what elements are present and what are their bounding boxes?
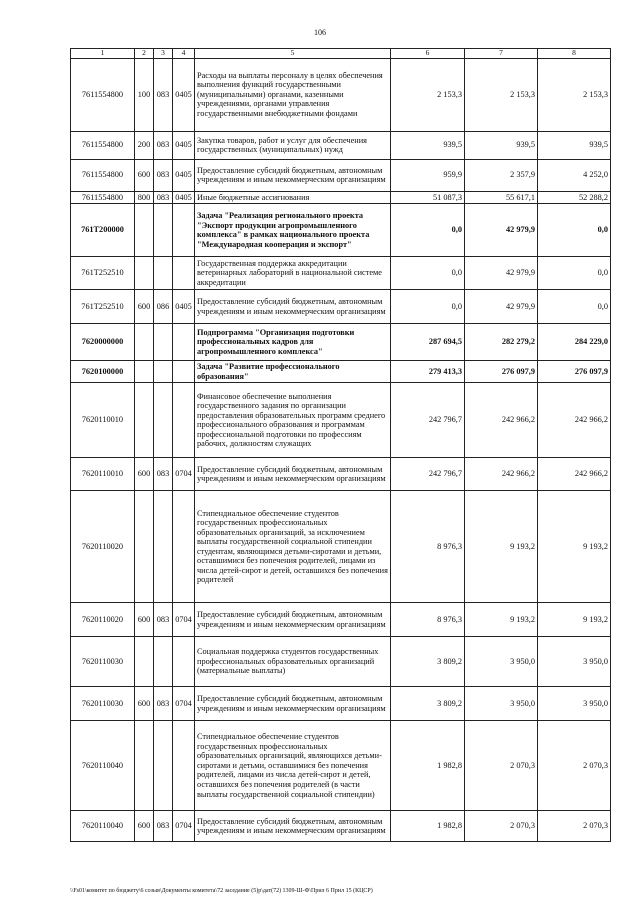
section-code: 0405 bbox=[173, 159, 195, 191]
amount-year-3: 2 070,3 bbox=[538, 811, 611, 842]
item-name: Задача "Развитие профессионального образования" bbox=[195, 361, 391, 383]
item-name: Государственная поддержка аккредитации ветеринарных лабораторий в национальной системе аккредитации bbox=[195, 257, 391, 290]
expense-type: 600 bbox=[135, 159, 154, 191]
ministry-code: 083 bbox=[154, 159, 173, 191]
amount-year-3: 284 229,0 bbox=[538, 324, 611, 361]
table-row bbox=[71, 131, 611, 159]
section-code bbox=[173, 721, 195, 811]
amount-year-1: 242 796,7 bbox=[391, 458, 465, 491]
amount-year-2: 276 097,9 bbox=[465, 361, 538, 383]
table-row bbox=[71, 290, 611, 324]
item-name: Расходы на выплаты персоналу в целях обеспечения выполнения функций государственными (муниципальными) органами, казенными учреждениями, органами управления государственными внебюджетными фондами bbox=[195, 58, 391, 131]
table-row bbox=[71, 721, 611, 811]
expense-type bbox=[135, 721, 154, 811]
amount-year-3: 242 966,2 bbox=[538, 458, 611, 491]
column-header: 1 bbox=[71, 49, 135, 59]
item-name: Задача "Реализация регионального проекта "Экспорт продукции агропромышленного комплекса" в рамках национального проекта "Международная кооперация и экспорт" bbox=[195, 204, 391, 257]
section-code: 0405 bbox=[173, 191, 195, 204]
item-name: Социальная поддержка студентов государственных профессиональных образовательных организаций (материальные выплаты) bbox=[195, 637, 391, 687]
amount-year-1: 2 153,3 bbox=[391, 58, 465, 131]
page-number: 106 bbox=[314, 28, 326, 37]
item-name: Предоставление субсидий бюджетным, автономным учреждениям и иным некоммерческим организациям bbox=[195, 603, 391, 637]
ministry-code bbox=[154, 324, 173, 361]
expense-type bbox=[135, 383, 154, 458]
amount-year-2: 3 950,0 bbox=[465, 687, 538, 721]
item-name: Предоставление субсидий бюджетным, автономным учреждениям и иным некоммерческим организациям bbox=[195, 290, 391, 324]
amount-year-1: 279 413,3 bbox=[391, 361, 465, 383]
amount-year-2: 3 950,0 bbox=[465, 637, 538, 687]
budget-code: 761T252510 bbox=[71, 290, 135, 324]
table-row bbox=[71, 159, 611, 191]
amount-year-3: 2 153,3 bbox=[538, 58, 611, 131]
header-row bbox=[71, 49, 611, 59]
ministry-code bbox=[154, 204, 173, 257]
budget-code: 7620110020 bbox=[71, 603, 135, 637]
ministry-code: 083 bbox=[154, 603, 173, 637]
amount-year-1: 242 796,7 bbox=[391, 383, 465, 458]
column-header: 4 bbox=[173, 49, 195, 59]
table-row bbox=[71, 811, 611, 842]
item-name: Предоставление субсидий бюджетным, автономным учреждениям и иным некоммерческим организациям bbox=[195, 159, 391, 191]
amount-year-3: 3 950,0 bbox=[538, 637, 611, 687]
amount-year-2: 42 979,9 bbox=[465, 290, 538, 324]
budget-table bbox=[70, 48, 611, 842]
amount-year-3: 276 097,9 bbox=[538, 361, 611, 383]
expense-type bbox=[135, 257, 154, 290]
amount-year-3: 0,0 bbox=[538, 257, 611, 290]
section-code: 0704 bbox=[173, 603, 195, 637]
section-code bbox=[173, 637, 195, 687]
item-name: Предоставление субсидий бюджетным, автономным учреждениям и иным некоммерческим организациям bbox=[195, 811, 391, 842]
section-code bbox=[173, 491, 195, 603]
item-name: Предоставление субсидий бюджетным, автономным учреждениям и иным некоммерческим организациям bbox=[195, 687, 391, 721]
amount-year-1: 1 982,8 bbox=[391, 721, 465, 811]
table-row bbox=[71, 257, 611, 290]
item-name: Подпрограмма "Организация подготовки профессиональных кадров для агропромышленного комплекса" bbox=[195, 324, 391, 361]
expense-type bbox=[135, 491, 154, 603]
amount-year-3: 939,5 bbox=[538, 131, 611, 159]
section-code: 0405 bbox=[173, 58, 195, 131]
table-row bbox=[71, 324, 611, 361]
amount-year-2: 2 070,3 bbox=[465, 811, 538, 842]
expense-type: 200 bbox=[135, 131, 154, 159]
table-row bbox=[71, 603, 611, 637]
table-row bbox=[71, 383, 611, 458]
table-row bbox=[71, 687, 611, 721]
amount-year-2: 2 070,3 bbox=[465, 721, 538, 811]
amount-year-1: 3 809,2 bbox=[391, 637, 465, 687]
amount-year-2: 9 193,2 bbox=[465, 603, 538, 637]
budget-code: 7620110040 bbox=[71, 811, 135, 842]
amount-year-3: 242 966,2 bbox=[538, 383, 611, 458]
expense-type: 100 bbox=[135, 58, 154, 131]
item-name: Стипендиальное обеспечение студентов государственных профессиональных образовательных организаций, являющихся детьми-сиротами и детьми, оставшимися без попечения родителей, лицами из числа детей-сирот и детей, оставшихся без попечения родителей (в части выплаты государственной социальной стипендии) bbox=[195, 721, 391, 811]
amount-year-1: 3 809,2 bbox=[391, 687, 465, 721]
ministry-code: 086 bbox=[154, 290, 173, 324]
amount-year-1: 959,9 bbox=[391, 159, 465, 191]
budget-code: 7611554800 bbox=[71, 58, 135, 131]
ministry-code bbox=[154, 383, 173, 458]
expense-type bbox=[135, 637, 154, 687]
amount-year-2: 42 979,9 bbox=[465, 204, 538, 257]
amount-year-2: 939,5 bbox=[465, 131, 538, 159]
ministry-code: 083 bbox=[154, 58, 173, 131]
section-code: 0704 bbox=[173, 687, 195, 721]
amount-year-2: 2 357,9 bbox=[465, 159, 538, 191]
amount-year-2: 242 966,2 bbox=[465, 383, 538, 458]
budget-code: 7620110020 bbox=[71, 491, 135, 603]
column-header: 7 bbox=[465, 49, 538, 59]
budget-code: 7620100000 bbox=[71, 361, 135, 383]
table-row bbox=[71, 204, 611, 257]
budget-code: 7620110010 bbox=[71, 383, 135, 458]
amount-year-3: 4 252,0 bbox=[538, 159, 611, 191]
budget-code: 761T252510 bbox=[71, 257, 135, 290]
section-code: 0704 bbox=[173, 458, 195, 491]
amount-year-2: 55 617,1 bbox=[465, 191, 538, 204]
section-code bbox=[173, 324, 195, 361]
column-header: 8 bbox=[538, 49, 611, 59]
section-code bbox=[173, 204, 195, 257]
budget-code: 761T200000 bbox=[71, 204, 135, 257]
table-row bbox=[71, 191, 611, 204]
item-name: Предоставление субсидий бюджетным, автономным учреждениям и иным некоммерческим организациям bbox=[195, 458, 391, 491]
section-code bbox=[173, 257, 195, 290]
amount-year-2: 9 193,2 bbox=[465, 491, 538, 603]
amount-year-1: 0,0 bbox=[391, 290, 465, 324]
budget-code: 7611554800 bbox=[71, 131, 135, 159]
expense-type: 600 bbox=[135, 458, 154, 491]
expense-type: 600 bbox=[135, 290, 154, 324]
budget-code: 7620000000 bbox=[71, 324, 135, 361]
ministry-code bbox=[154, 257, 173, 290]
amount-year-1: 51 087,3 bbox=[391, 191, 465, 204]
budget-code: 7620110040 bbox=[71, 721, 135, 811]
amount-year-1: 8 976,3 bbox=[391, 603, 465, 637]
ministry-code bbox=[154, 491, 173, 603]
expense-type bbox=[135, 324, 154, 361]
amount-year-3: 2 070,3 bbox=[538, 721, 611, 811]
section-code: 0704 bbox=[173, 811, 195, 842]
amount-year-1: 0,0 bbox=[391, 257, 465, 290]
table-row bbox=[71, 58, 611, 131]
amount-year-1: 0,0 bbox=[391, 204, 465, 257]
ministry-code bbox=[154, 637, 173, 687]
expense-type bbox=[135, 204, 154, 257]
budget-code: 7611554800 bbox=[71, 191, 135, 204]
column-header: 5 bbox=[195, 49, 391, 59]
file-path-footer: \\Fs01\комитет по бюджету\6 созыв\Документы комитета\72 заседание (5)р\дат(72) 1309-Ш-Ф\Прил 6 Прил 15 (КЦСР) bbox=[70, 888, 373, 894]
expense-type: 800 bbox=[135, 191, 154, 204]
section-code: 0405 bbox=[173, 290, 195, 324]
ministry-code: 083 bbox=[154, 131, 173, 159]
amount-year-1: 287 694,5 bbox=[391, 324, 465, 361]
table-row bbox=[71, 637, 611, 687]
amount-year-3: 0,0 bbox=[538, 290, 611, 324]
ministry-code: 083 bbox=[154, 811, 173, 842]
amount-year-3: 9 193,2 bbox=[538, 491, 611, 603]
table-row bbox=[71, 458, 611, 491]
ministry-code: 083 bbox=[154, 458, 173, 491]
column-header: 6 bbox=[391, 49, 465, 59]
ministry-code bbox=[154, 361, 173, 383]
expense-type: 600 bbox=[135, 687, 154, 721]
expense-type bbox=[135, 361, 154, 383]
column-header: 2 bbox=[135, 49, 154, 59]
amount-year-1: 939,5 bbox=[391, 131, 465, 159]
amount-year-3: 0,0 bbox=[538, 204, 611, 257]
ministry-code bbox=[154, 721, 173, 811]
amount-year-2: 242 966,2 bbox=[465, 458, 538, 491]
budget-code: 7620110030 bbox=[71, 637, 135, 687]
amount-year-2: 2 153,3 bbox=[465, 58, 538, 131]
ministry-code: 083 bbox=[154, 687, 173, 721]
item-name: Закупка товаров, работ и услуг для обеспечения государственных (муниципальных) нужд bbox=[195, 131, 391, 159]
section-code bbox=[173, 383, 195, 458]
item-name: Финансовое обеспечение выполнения государственного задания по организации предоставления образовательных программ среднего профессионального образования и программам профессиональной подготовки по профессиям рабочих, должностям служащих bbox=[195, 383, 391, 458]
expense-type: 600 bbox=[135, 811, 154, 842]
amount-year-3: 52 288,2 bbox=[538, 191, 611, 204]
budget-code: 7620110030 bbox=[71, 687, 135, 721]
amount-year-2: 42 979,9 bbox=[465, 257, 538, 290]
amount-year-3: 3 950,0 bbox=[538, 687, 611, 721]
budget-code: 7620110010 bbox=[71, 458, 135, 491]
amount-year-1: 8 976,3 bbox=[391, 491, 465, 603]
item-name: Стипендиальное обеспечение студентов государственных профессиональных образовательных организаций, за исключением выплаты государственной социальной стипендии студентам, являющимся детьми-сиротами и детьми, оставшимися без попечения родителей, лицами из числа детей-сирот и детей, оставшихся без попечения родителей bbox=[195, 491, 391, 603]
amount-year-2: 282 279,2 bbox=[465, 324, 538, 361]
budget-code: 7611554800 bbox=[71, 159, 135, 191]
expense-type: 600 bbox=[135, 603, 154, 637]
ministry-code: 083 bbox=[154, 191, 173, 204]
section-code bbox=[173, 361, 195, 383]
table-row bbox=[71, 491, 611, 603]
item-name: Иные бюджетные ассигнования bbox=[195, 191, 391, 204]
table-row bbox=[71, 361, 611, 383]
section-code: 0405 bbox=[173, 131, 195, 159]
amount-year-1: 1 982,8 bbox=[391, 811, 465, 842]
column-header: 3 bbox=[154, 49, 173, 59]
amount-year-3: 9 193,2 bbox=[538, 603, 611, 637]
